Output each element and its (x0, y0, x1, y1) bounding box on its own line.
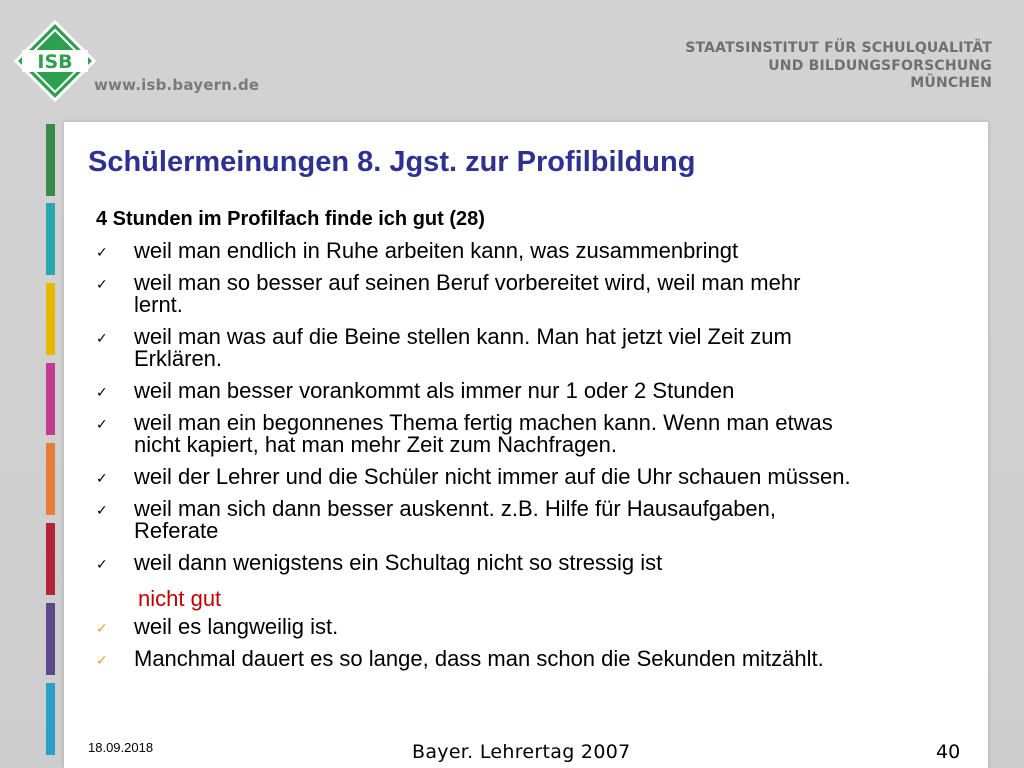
list-item (96, 272, 976, 316)
institute-line-3: MÜNCHEN (910, 75, 992, 91)
color-strip-segment (46, 283, 55, 355)
institute-line-2: UND BILDUNGSFORSCHUNG (768, 57, 992, 74)
list-item-text: weil man besser vorankommt als immer nur 1 oder 2 Stunden (134, 378, 735, 403)
list-item-text: Manchmal dauert es so lange, dass man schon die Sekunden mitzählt. (134, 646, 824, 671)
check-icon: ✓ (96, 385, 108, 401)
list-item-text: weil man ein begonnenes Thema fertig machen kann. Wenn man etwas (134, 410, 833, 435)
check-icon: ✓ (96, 557, 108, 573)
negative-label: nicht gut (138, 586, 222, 611)
check-icon: ✓ (96, 331, 108, 347)
logo-text: ISB (37, 51, 73, 73)
list-item-text: weil man so besser auf seinen Beruf vorbereitet wird, weil man mehr (134, 270, 801, 295)
isb-logo (14, 20, 96, 102)
negative-reasons-list (96, 616, 976, 680)
check-icon: ✓ (96, 621, 108, 637)
check-icon: ✓ (96, 503, 108, 519)
footer-date: 18.09.2018 (88, 740, 154, 755)
list-item-text: weil dann wenigstens ein Schultag nicht so stressig ist (134, 550, 663, 575)
list-item-text-continued: Referate (134, 518, 219, 543)
check-icon: ✓ (96, 471, 108, 487)
institute-line-1: STAATSINSTITUT FÜR SCHULQUALITÄT (685, 40, 992, 56)
list-item (96, 498, 976, 542)
list-item-text: weil der Lehrer und die Schüler nicht immer auf die Uhr schauen müssen. (134, 464, 851, 489)
footer-event: Bayer. Lehrertag 2007 (412, 741, 631, 763)
check-icon: ✓ (96, 653, 108, 669)
page-number: 40 (936, 741, 961, 763)
list-item (96, 648, 976, 670)
logo-url[interactable]: www.isb.bayern.de (94, 76, 260, 94)
institute-name (685, 40, 992, 93)
color-strip-segment (46, 683, 55, 755)
list-item-text: weil man sich dann besser auskennt. z.B. Hilfe für Hausaufgaben, (134, 496, 777, 521)
slide-subheading: 4 Stunden im Profilfach finde ich gut (28) (96, 208, 485, 230)
color-strip-segment (46, 603, 55, 675)
check-icon: ✓ (96, 245, 108, 261)
list-item (96, 326, 976, 370)
color-strip-segment (46, 363, 55, 435)
color-strip-segment (46, 203, 55, 275)
list-item (96, 412, 976, 456)
positive-reasons-list (96, 240, 976, 584)
list-item (96, 616, 976, 638)
list-item-text-continued: nicht kapiert, hat man mehr Zeit zum Nachfragen. (134, 432, 617, 457)
color-strip-segment (46, 124, 55, 196)
color-strip-segment (46, 523, 55, 595)
list-item (96, 552, 976, 574)
list-item-text: weil es langweilig ist. (134, 614, 339, 639)
color-strip-segment (46, 443, 55, 515)
list-item-text: weil man was auf die Beine stellen kann. Man hat jetzt viel Zeit zum (134, 324, 792, 349)
list-item (96, 240, 976, 262)
check-icon: ✓ (96, 277, 108, 293)
list-item (96, 466, 976, 488)
slide-title: Schülermeinungen 8. Jgst. zur Profilbildung (88, 146, 696, 178)
list-item-text-continued: Erklären. (134, 346, 223, 371)
check-icon: ✓ (96, 417, 108, 433)
list-item-text-continued: lernt. (134, 292, 183, 317)
list-item (96, 380, 976, 402)
list-item-text: weil man endlich in Ruhe arbeiten kann, was zusammenbringt (134, 238, 739, 263)
